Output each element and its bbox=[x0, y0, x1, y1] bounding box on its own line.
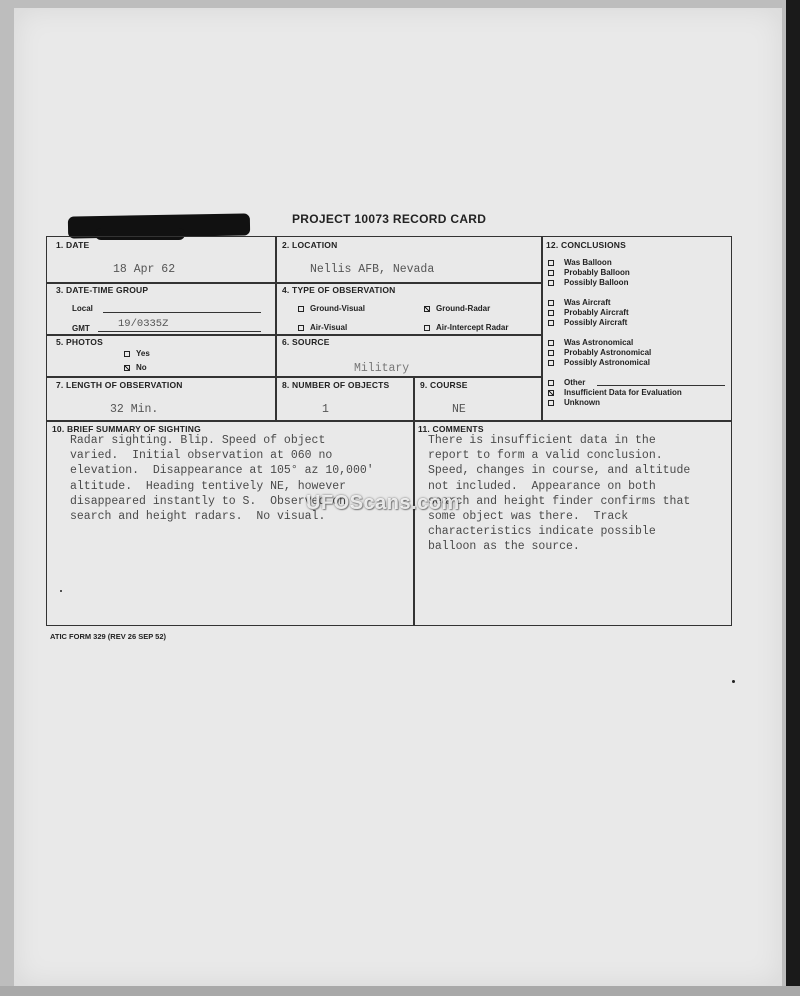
checkbox[interactable] bbox=[548, 320, 554, 326]
watermark: UFOScans.com bbox=[306, 492, 460, 514]
type-observation-label: 4. TYPE OF OBSERVATION bbox=[282, 285, 396, 295]
location-label: 2. LOCATION bbox=[282, 240, 338, 250]
air-intercept-radar-text: Air-Intercept Radar bbox=[436, 323, 509, 332]
ground-radar-option[interactable] bbox=[424, 304, 490, 313]
comments-text: There is insufficient data in the report to form a valid conclusion. Speed, changes in course, and altitude not included. Appearance on both search and height finder confirms that some object was there. Track characteristics indicate possible balloon as the source. bbox=[428, 434, 691, 554]
divider bbox=[46, 376, 542, 378]
local-label: Local bbox=[72, 304, 93, 313]
divider bbox=[46, 282, 542, 284]
divider bbox=[46, 334, 542, 336]
num-objects-value: 1 bbox=[322, 403, 329, 416]
divider bbox=[541, 236, 543, 420]
conclusion-text: Was Astronomical bbox=[564, 338, 634, 347]
conclusion-text: Was Balloon bbox=[564, 258, 612, 267]
conclusion-text: Insufficient Data for Evaluation bbox=[564, 388, 682, 397]
conclusion-option[interactable] bbox=[548, 258, 630, 268]
conclusion-text: Probably Balloon bbox=[564, 268, 630, 277]
length-value: 32 Min. bbox=[110, 403, 159, 416]
checkbox[interactable] bbox=[548, 350, 554, 356]
photos-no-text: No bbox=[136, 363, 147, 372]
source-value: Military bbox=[354, 362, 410, 375]
photos-label: 5. PHOTOS bbox=[56, 337, 103, 347]
conclusion-option[interactable] bbox=[548, 298, 629, 308]
scan-edge-right bbox=[786, 0, 800, 996]
air-intercept-radar-option[interactable] bbox=[424, 323, 508, 332]
conclusion-other-group bbox=[548, 378, 682, 408]
conclusion-option[interactable] bbox=[548, 388, 682, 398]
course-label: 9. COURSE bbox=[420, 380, 468, 390]
photos-no-option[interactable] bbox=[124, 363, 147, 372]
gmt-label: GMT bbox=[72, 324, 90, 333]
dtg-label: 3. DATE-TIME GROUP bbox=[56, 285, 149, 295]
conclusion-option[interactable] bbox=[548, 308, 629, 318]
scan-speck bbox=[732, 680, 735, 683]
conclusion-text: Possibly Balloon bbox=[564, 278, 629, 287]
date-label: 1. DATE bbox=[56, 240, 90, 250]
summary-text: Radar sighting. Blip. Speed of object varied. Initial observation at 060 no elevation. Disappearance at 105° az 10,000' altitude. Heading tentively NE, however disappeared instantly to S. Observed on search and height radars. No visual. bbox=[70, 434, 374, 524]
scan-edge-bottom bbox=[0, 986, 800, 996]
conclusion-text: Possibly Aircraft bbox=[564, 318, 628, 327]
conclusion-option[interactable] bbox=[548, 348, 651, 358]
conclusion-text: Probably Astronomical bbox=[564, 348, 652, 357]
checkbox[interactable] bbox=[548, 280, 554, 286]
checkbox[interactable] bbox=[548, 270, 554, 276]
course-value: NE bbox=[452, 403, 466, 416]
num-objects-label: 8. NUMBER OF OBJECTS bbox=[282, 380, 390, 390]
checkbox[interactable] bbox=[548, 260, 554, 266]
air-visual-option[interactable] bbox=[298, 323, 347, 332]
photos-yes-option[interactable] bbox=[124, 349, 150, 358]
conclusion-text: Unknown bbox=[564, 398, 600, 407]
conclusion-text: Was Aircraft bbox=[564, 298, 611, 307]
form-footer: ATIC FORM 329 (REV 26 SEP 52) bbox=[50, 632, 167, 641]
location-value: Nellis AFB, Nevada bbox=[310, 263, 435, 276]
photos-yes-text: Yes bbox=[136, 349, 150, 358]
gmt-underline bbox=[98, 331, 261, 332]
ground-visual-text: Ground-Visual bbox=[310, 304, 365, 313]
length-label: 7. LENGTH OF OBSERVATION bbox=[56, 380, 183, 390]
photos-yes-checkbox[interactable] bbox=[124, 351, 130, 357]
divider bbox=[275, 236, 277, 420]
checkbox-checked[interactable] bbox=[548, 390, 554, 396]
gmt-value: 19/0335Z bbox=[118, 318, 169, 330]
divider bbox=[46, 420, 732, 422]
checkbox[interactable] bbox=[548, 310, 554, 316]
conclusion-option[interactable] bbox=[548, 268, 630, 278]
air-visual-text: Air-Visual bbox=[310, 323, 348, 332]
conclusion-option[interactable] bbox=[548, 378, 682, 388]
conclusion-astro-group bbox=[548, 338, 651, 368]
conclusion-option[interactable] bbox=[548, 398, 682, 408]
date-value: 18 Apr 62 bbox=[113, 263, 176, 276]
ground-radar-checkbox-checked[interactable] bbox=[424, 306, 430, 312]
conclusion-text: Probably Aircraft bbox=[564, 308, 629, 317]
source-label: 6. SOURCE bbox=[282, 337, 330, 347]
conclusions-label: 12. CONCLUSIONS bbox=[546, 240, 626, 250]
conclusion-option[interactable] bbox=[548, 358, 651, 368]
checkbox[interactable] bbox=[548, 340, 554, 346]
checkbox[interactable] bbox=[548, 400, 554, 406]
checkbox[interactable] bbox=[548, 380, 554, 386]
air-intercept-radar-checkbox[interactable] bbox=[424, 325, 430, 331]
local-underline bbox=[103, 312, 261, 313]
conclusion-aircraft-group bbox=[548, 298, 629, 328]
summary-label: 10. BRIEF SUMMARY OF SIGHTING bbox=[52, 424, 201, 434]
conclusion-option[interactable] bbox=[548, 318, 629, 328]
conclusion-balloon-group bbox=[548, 258, 630, 288]
air-visual-checkbox[interactable] bbox=[298, 325, 304, 331]
checkbox[interactable] bbox=[548, 360, 554, 366]
photos-no-checkbox-checked[interactable] bbox=[124, 365, 130, 371]
ground-radar-text: Ground-Radar bbox=[436, 304, 491, 313]
card-title: PROJECT 10073 RECORD CARD bbox=[292, 212, 487, 226]
other-underline bbox=[597, 385, 725, 386]
comments-label: 11. COMMENTS bbox=[418, 424, 484, 434]
checkbox[interactable] bbox=[548, 300, 554, 306]
conclusion-text: Possibly Astronomical bbox=[564, 358, 650, 367]
scan-speck bbox=[60, 590, 62, 592]
conclusion-option[interactable] bbox=[548, 338, 651, 348]
ground-visual-option[interactable] bbox=[298, 304, 365, 313]
conclusion-text: Other bbox=[564, 378, 586, 387]
conclusion-option[interactable] bbox=[548, 278, 630, 288]
ground-visual-checkbox[interactable] bbox=[298, 306, 304, 312]
